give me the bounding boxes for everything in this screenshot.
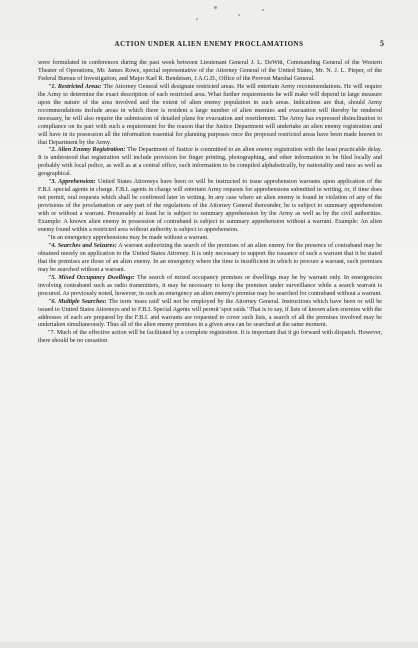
paragraph-text: United States Attorneys have been or will be instructed to issue apprehension warrants upon application of the F.B.I. special agents in charge. F.B.I. agents in charge will entertain Army requests for apprehensions submitted in writing, or, if time does not permit, oral requests which shall be confirmed later in writing. In any case where an alien enemy is found in violation of any of the provisions of the proclamation or any part of the regulations of the Attorney General thereunder, he is subject to summary apprehension with or without a warrant. Presumably at least he is subject to summary apprehension by the Army as well as by the civil authorities. Example: A known alien enemy in possession of contraband is subject to summary apprehension without a warrant. Example: An alien enemy found within a restricted area without authority is subject to apprehension. — [38, 179, 382, 234]
paragraph — [38, 179, 382, 235]
paragraph — [38, 147, 382, 179]
paragraph-text: "In an emergency apprehensions may be made without a warrant. — [48, 234, 209, 241]
page-header — [36, 40, 382, 52]
running-head: ACTION UNDER ALIEN ENEMY PROCLAMATIONS — [114, 40, 304, 48]
paragraph — [38, 84, 382, 148]
paragraph-text: The search of mixed occupancy premises or dwellings may be by warrant only. In emergencies involving contraband such as radio transmitters, it may be necessary to keep the premises under surveillance while a search warrant is procured. As previously noted, however, in such an emergency an alien enemy's premise may be searched for contraband without a warrant. — [38, 274, 382, 297]
paragraph — [38, 60, 382, 84]
paragraph-text: The term 'mass raid' will not be employed by the Attorney General. Instructions which have been or will be issued to United States Attorneys and to F.B.I. Special Agents will permit 'spot raids.' That is to say, if lists of known alien enemies with the addresses of each are prepared by the F.B.I. and warrants are requested to cover such lists, a search of all the premises involved may be undertaken simultaneously. Thus all of the alien enemy premises in a given area can be searched at the same moment. — [38, 298, 382, 329]
paragraph-text: The Department of Justice is committed to an alien enemy registration with the least practicable delay. It is understood that registration will include provision for finger printing, photographing, and other information to be filed locally and probably with local police, as well as at a central office, such information to be compiled alphabetically, by nationality and race as well as geographical. — [38, 147, 383, 178]
paragraph — [38, 243, 382, 275]
scan-speck — [238, 14, 240, 16]
section-heading: "3. Apprehension: — [48, 179, 96, 186]
paragraph — [38, 330, 382, 346]
paragraph — [38, 235, 382, 243]
scan-speck — [196, 18, 198, 20]
section-heading: "2. Alien Enemy Registration: — [48, 147, 126, 154]
page-bottom-edge — [0, 642, 418, 648]
paragraph-text: were formulated in conferences during the past week between Lieutenant General J. L. DeWitt, Commanding General of the Western Theater of Operations, Mr. James Rowe, special representative of the Attorney General of the United States, Mr. N. J. L. Pieper, of the Federal Bureau of Investigation, and Major Karl R. Bendetsen, J.A.G.D., Office of the Provost Marshal General. — [38, 60, 382, 82]
page-number: 5 — [380, 39, 384, 48]
section-heading: "4. Searches and Seizures: — [48, 242, 117, 249]
paragraph-text: The Attorney General will designate restricted areas. He will entertain Army recommendations. He will require the Army to determine the exact description of each restricted area. What further requirements he will make will depend in large measure upon the nature of the area involved and the extent of alien enemy population in such areas. Indications are that, should Army recommendations include areas in which there is resident a large number of alien enemies and evacuation will thereby be rendered necessary, he will also require the submission of detailed plans for evacuation and resettlement. The Army has expressed disinclination to compliance on its part with such a requirement for the reason that the Justice Department will undertake an alien enemy registration and will have in its possession all the information essential for planning purposes once the proposed restricted areas have been made known to that Department by the Army. — [38, 83, 382, 146]
section-heading: "1. Restricted Areas: — [48, 83, 102, 90]
paragraph-text: Much of the effective action will be facilitated by a complete registration. It is important that it go forward with dispatch. However, there should be no cessation — [38, 330, 382, 345]
scan-speck — [214, 6, 217, 9]
section-heading: "5. Mixed Occupancy Dwellings: — [48, 274, 135, 281]
document-body — [38, 60, 382, 346]
section-heading: "6. Multiple Searches: — [48, 298, 107, 305]
scan-speck — [262, 9, 264, 11]
paragraph-text: A warrant authorizing the search of the premises of an alien enemy for the presence of contraband may be obtained merely on application to the United States Attorney. It is only necessary to support the issuance of such a warrant that it be stated that the premises are those of an alien enemy. In an emergency where the time is insufficient in which to procure a warrant, such premises may be searched without a warrant. — [38, 242, 383, 273]
section-number: "7. — [48, 330, 56, 337]
paragraph — [38, 299, 382, 331]
paragraph — [38, 275, 382, 299]
